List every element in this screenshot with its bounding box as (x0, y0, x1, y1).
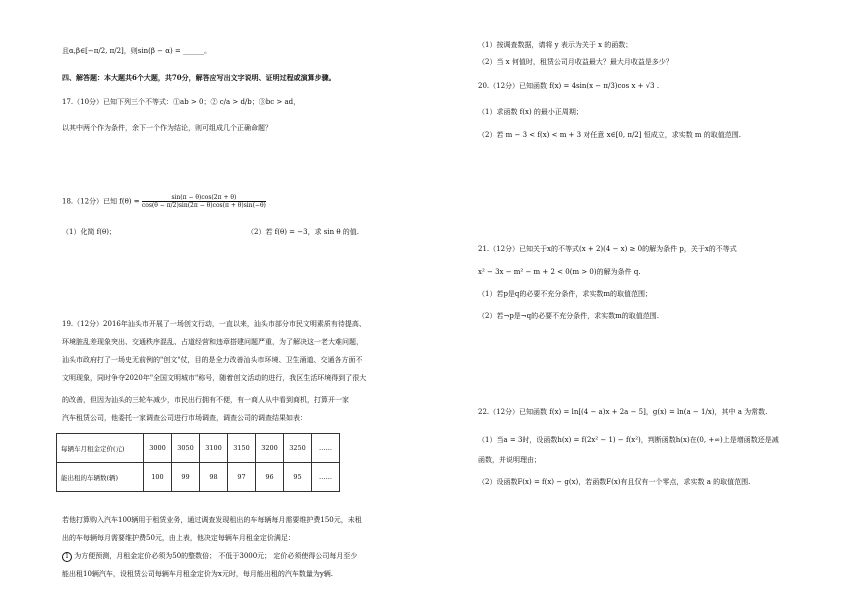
fill-blank-line: 且α,β∈[−π/2, π/2]，则sin(β − α) = ______。 (62, 47, 211, 55)
question-19-after: 若他打算购入汽车100辆用于租赁业务，通过调查发现租出的车每辆每月需要维护费150元，未租 (62, 516, 362, 524)
table-cell: 99 (172, 463, 200, 492)
table-header-cell: 能出租的车辆数(辆) (57, 463, 144, 492)
question-19-part1: （1）按调查数据，请将 y 表示为关于 x 的函数； (478, 41, 633, 49)
question-22-part1-cont: 函数，并说明理由； (478, 456, 541, 464)
question-18-part1: （1）化简 f(θ)； (62, 228, 116, 236)
question-18-fraction (142, 194, 266, 209)
question-19-after: 能出租10辆汽车，设租赁公司每辆车月租金定价为x元时，每月能出租的汽车数量为y辆. (62, 570, 334, 578)
question-22-part1: （1）当a = 3时，设函数h(x) = f(2x² − 1) − f(x²)，判断函数h(x)在(0, +∞)上是增函数还是减 (478, 436, 779, 444)
question-19-after: 为方便预测，月租金定价必须为50的整数倍； 不低于3000元； 定价必须使得公司每月至少 (74, 552, 358, 560)
table-cell: 3100 (200, 434, 228, 463)
question-19-line: 汕头市政府打了一场史无前例的"创文"仗，目的是全力改善汕头市环境、卫生涌道、交通各方面不 (62, 356, 363, 364)
question-18 (62, 194, 266, 209)
question-17-text: 以其中两个作为条件，余下一个作为结论，则可组成几个正确命题？ (62, 124, 272, 132)
question-20-part2: （2）若 m − 3 < f(x) < m + 3 对任意 x∈[0, π/2] 恒成立，求实数 m 的取值范围. (478, 131, 742, 139)
question-19-part2: （2）当 x 何值时，租赁公司月收益最大？最大月收益是多少？ (478, 58, 673, 66)
question-19-line: 的改善，但因为汕头的三轮车减少，市民出行拥有不便，有一商人从中看到商机，打算开一家 (62, 396, 349, 404)
question-19-after: 出的车每辆每月需要维护费50元，由上表，他决定每辆车月租金定价满足： (62, 534, 295, 542)
question-21-part2: （2）若¬p是¬q的必要不充分条件，求实数m的取值范围. (478, 312, 660, 320)
section-heading: 四、解答题：本大题共6个大题，共70分，解答应写出文字说明、证明过程或演算步骤。 (62, 73, 336, 82)
question-22-part2: （2）设函数F(x) = f(x) − g(x)，若函数F(x)有且仅有一个零点，求实数 a 的取值范围. (478, 478, 751, 486)
question-21-part1: （1）若p是q的必要不充分条件，求实数m的取值范围； (478, 290, 653, 298)
table-cell: 3200 (256, 434, 284, 463)
table-row (57, 463, 340, 492)
table-cell: 100 (144, 463, 172, 492)
question-20: 20.（12分）已知函数 f(x) = 4sin(x − π/3)cos x + √3 . (478, 82, 660, 90)
question-19-line: 19.（12分）2016年汕头市开展了一场创文行动，一直以来，汕头市部分市民文明素质有待提高、 (62, 320, 366, 328)
question-21-text: x² − 3x − m² − m + 2 < 0(m > 0)的解为条件 q. (478, 268, 641, 276)
question-19-line: 文明现象，同时争夺2020年"全国文明城市"称号，随着创文活动的进行，我区生活环境得到了很大 (62, 374, 367, 382)
question-21: 21.（12分）已知关于x的不等式(x + 2)(4 − x) ≥ 0的解为条件 p，关于x的不等式 (478, 245, 737, 253)
question-22: 22.（12分）已知函数 f(x) = ln[(4 − a)x + 2a − 5]，g(x) = ln(a − 1/x)，其中 a 为常数. (478, 408, 768, 416)
question-20-part1: （1）求函数 f(x) 的最小正周期； (478, 108, 583, 116)
table-cell: 3250 (284, 434, 312, 463)
question-19-line: 环境脏乱差现象突出、交通秩序混乱、占道经营和违章搭建问题严重，为了解决这一老大难问题， (62, 338, 363, 346)
fraction-denominator: cos(θ − π/2)sin(2π − θ)cos(π + θ)sin(−θ) (141, 202, 266, 209)
table-cell: 96 (256, 463, 284, 492)
table-cell: 3150 (228, 434, 256, 463)
circled-number-1: 1 (62, 552, 72, 562)
table-cell: 97 (228, 463, 256, 492)
table-cell: 3000 (144, 434, 172, 463)
table-cell: …… (312, 434, 340, 463)
question-19-conditions (62, 552, 357, 562)
table-cell: …… (312, 463, 340, 492)
question-17: 17.（10分）已知下列三个不等式：①ab > 0；② c/a > d/b；③bc > ad， (62, 98, 301, 106)
fraction-numerator: sin(π − θ)cos(2π + θ) (142, 194, 266, 202)
rental-table (56, 433, 340, 492)
question-19-line: 汽车租赁公司，他委托一家调查公司进行市场调查，调查公司的调查结果如表： (62, 414, 307, 422)
table-cell: 95 (284, 463, 312, 492)
table-header-cell: 每辆车月租金定价(元) (57, 434, 144, 463)
table-row (57, 434, 340, 463)
question-18-part2: （2）若 f(θ) = −3，求 sin θ 的值. (247, 228, 360, 236)
question-18-prefix: 18.（12分）已知 f(θ) = (62, 197, 140, 206)
table-cell: 98 (200, 463, 228, 492)
table-cell: 3050 (172, 434, 200, 463)
